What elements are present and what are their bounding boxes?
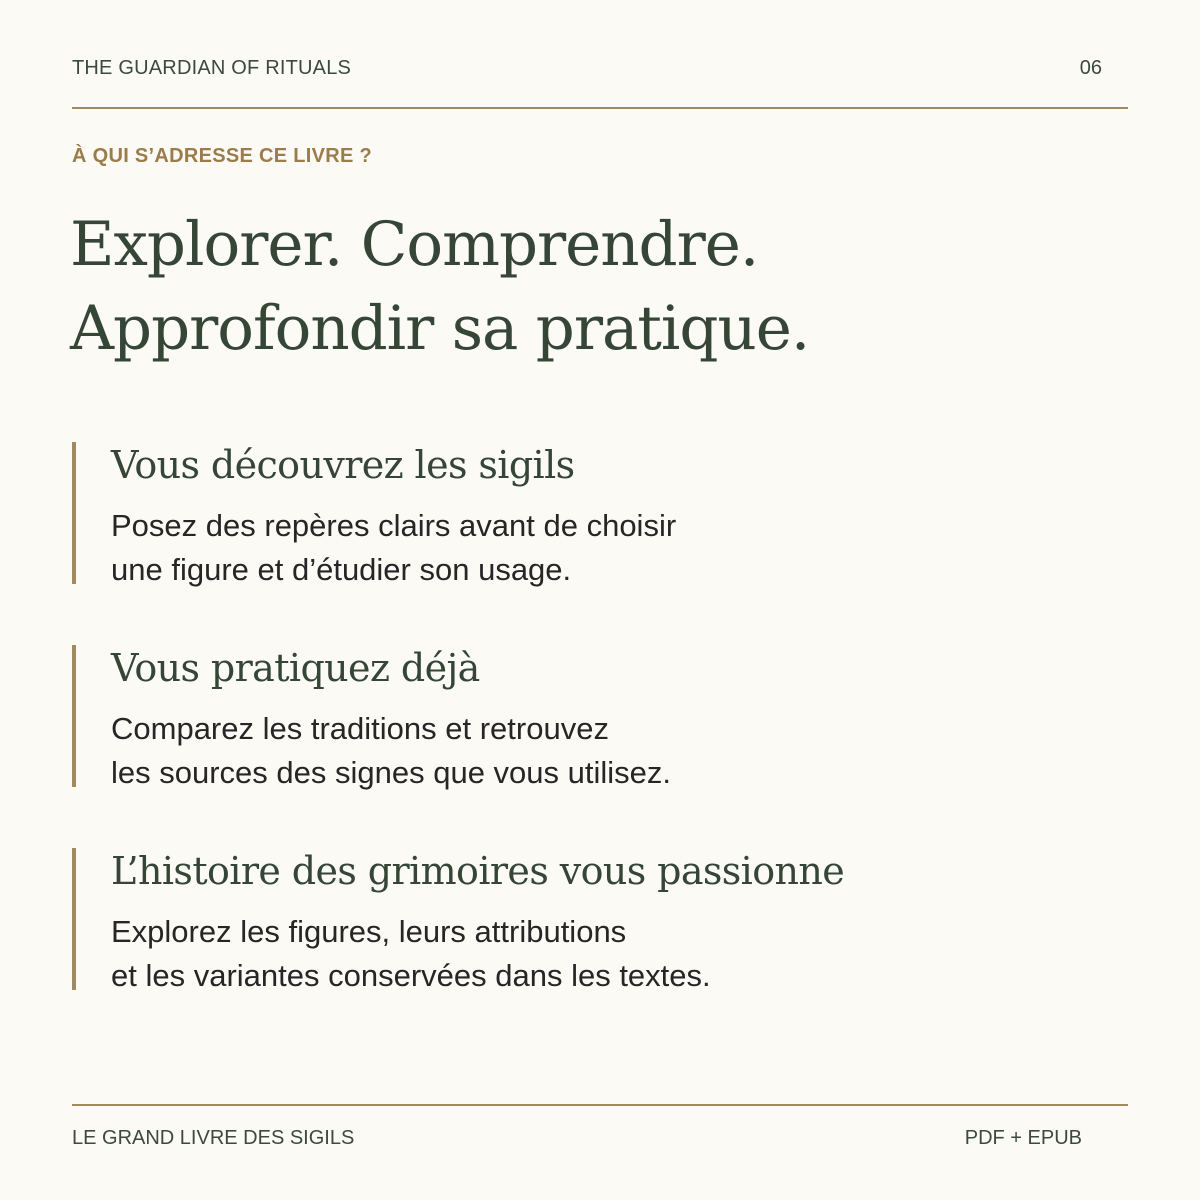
footer-formats: PDF + EPUB — [964, 1127, 1082, 1149]
audience-item-history — [72, 848, 845, 993]
audience-item-body — [111, 707, 671, 795]
audience-item-body-line: et les variantes conservées dans les textes. — [111, 958, 711, 993]
page-number: 06 — [1079, 57, 1102, 79]
page-headline — [70, 203, 809, 371]
audience-item-body-line: une figure et d’étudier son usage. — [111, 552, 572, 587]
audience-item-practice — [72, 645, 672, 790]
section-eyebrow: À QUI S’ADRESSE CE LIVRE ? — [72, 145, 373, 167]
headline-line-2: Approfondir sa pratique. — [70, 293, 810, 364]
audience-item-discover — [72, 442, 677, 587]
audience-item-title: Vous découvrez les sigils — [111, 443, 575, 487]
footer-divider — [72, 1104, 1128, 1106]
audience-item-body-line: Explorez les figures, leurs attributions — [111, 914, 627, 949]
headline-line-1: Explorer. Comprendre. — [70, 209, 759, 280]
audience-item-title: Vous pratiquez déjà — [111, 646, 480, 690]
audience-item-title: L’histoire des grimoires vous passionne — [111, 849, 845, 893]
header-brand: THE GUARDIAN OF RITUALS — [72, 57, 352, 79]
header-divider — [72, 107, 1128, 109]
audience-item-body-line: les sources des signes que vous utilisez. — [111, 755, 672, 790]
audience-item-body-line: Posez des repères clairs avant de choisir — [111, 508, 677, 543]
audience-item-body — [111, 910, 844, 998]
audience-item-body-line: Comparez les traditions et retrouvez — [111, 711, 609, 746]
footer-book-title: LE GRAND LIVRE DES SIGILS — [72, 1127, 355, 1149]
audience-item-body — [111, 504, 676, 592]
